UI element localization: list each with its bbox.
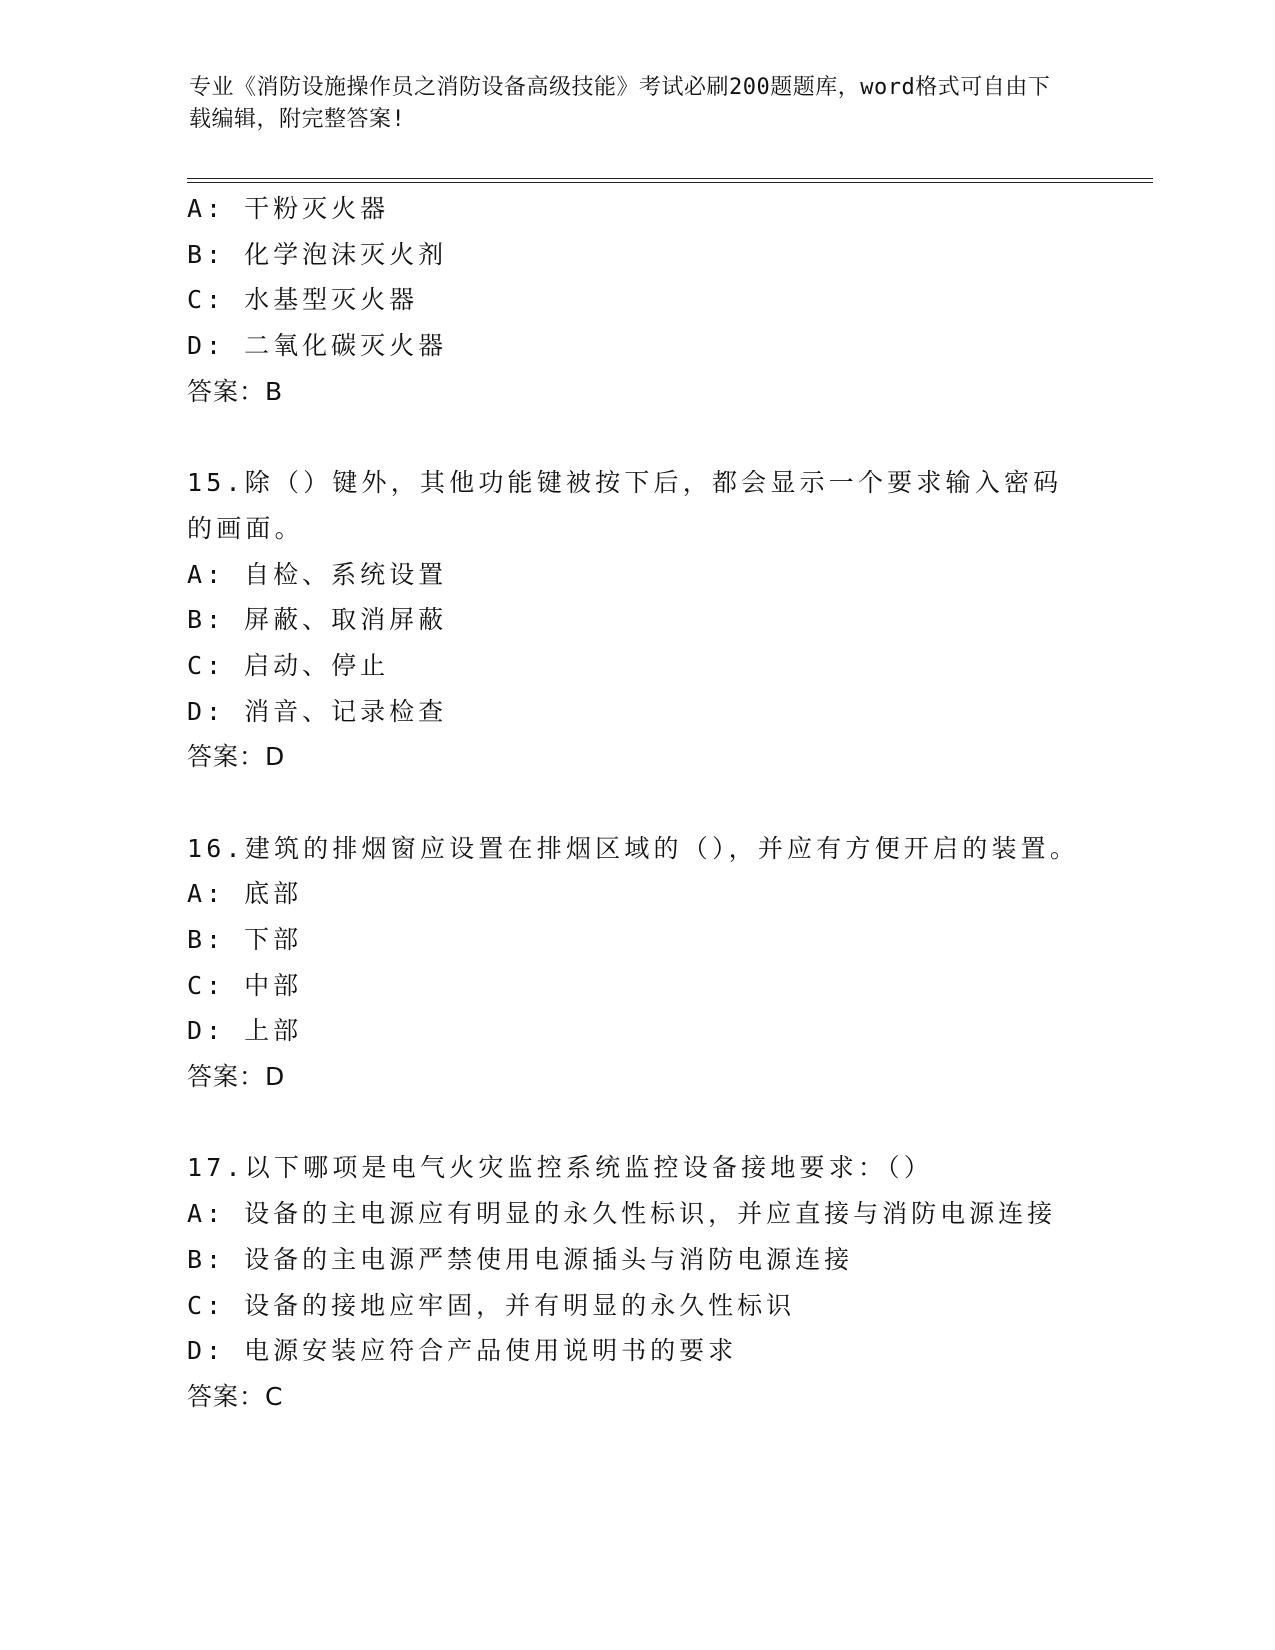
option-b: B: 屏蔽、取消屏蔽	[187, 605, 448, 635]
option-d: D: 上部	[187, 1016, 303, 1046]
question-14-continued	[187, 186, 1087, 414]
answer-line: 答案：C	[187, 1381, 284, 1411]
spacer	[187, 780, 1087, 826]
question-16	[187, 826, 1087, 1100]
option-c: C: 中部	[187, 970, 303, 1000]
option-c: C: 启动、停止	[187, 650, 390, 680]
option-b: B: 下部	[187, 925, 303, 955]
answer-line: 答案：D	[187, 742, 286, 772]
option-d: D: 二氧化碳灭火器	[187, 331, 448, 361]
option-b: B: 设备的主电源严禁使用电源插头与消防电源连接	[187, 1244, 854, 1274]
header-divider-bottom	[187, 182, 1153, 183]
spacer	[187, 1100, 1087, 1146]
answer-line: 答案：B	[187, 376, 284, 406]
option-c: C: 水基型灭火器	[187, 285, 419, 315]
answer-line: 答案：D	[187, 1062, 286, 1092]
option-c: C: 设备的接地应牢固，并有明显的永久性标识	[187, 1290, 796, 1320]
question-stem: 17.以下哪项是电气火灾监控系统监控设备接地要求：（）	[187, 1153, 934, 1183]
option-d: D: 电源安装应符合产品使用说明书的要求	[187, 1336, 738, 1366]
spacer	[187, 414, 1087, 460]
question-15	[187, 460, 1087, 780]
question-list	[187, 186, 1087, 1420]
option-a: A: 干粉灭火器	[187, 194, 390, 223]
document-header: 专业《消防设施操作员之消防设备高级技能》考试必刷200题题库，word格式可自由下载编辑，附完整答案!	[189, 75, 1051, 132]
option-d: D: 消音、记录检查	[187, 696, 448, 726]
question-stem: 16.建筑的排烟窗应设置在排烟区域的（），并应有方便开启的装置。	[187, 833, 1080, 863]
option-a: A: 设备的主电源应有明显的永久性标识，并应直接与消防电源连接	[187, 1199, 1057, 1229]
question-stem: 15.除（）键外，其他功能键被按下后，都会显示一个要求输入密码的画面。	[187, 468, 1063, 543]
header-divider-top	[187, 178, 1153, 179]
option-a: A: 自检、系统设置	[187, 559, 448, 589]
option-a: A: 底部	[187, 879, 303, 909]
option-b: B: 化学泡沫灭火剂	[187, 239, 448, 269]
question-17	[187, 1145, 1087, 1419]
